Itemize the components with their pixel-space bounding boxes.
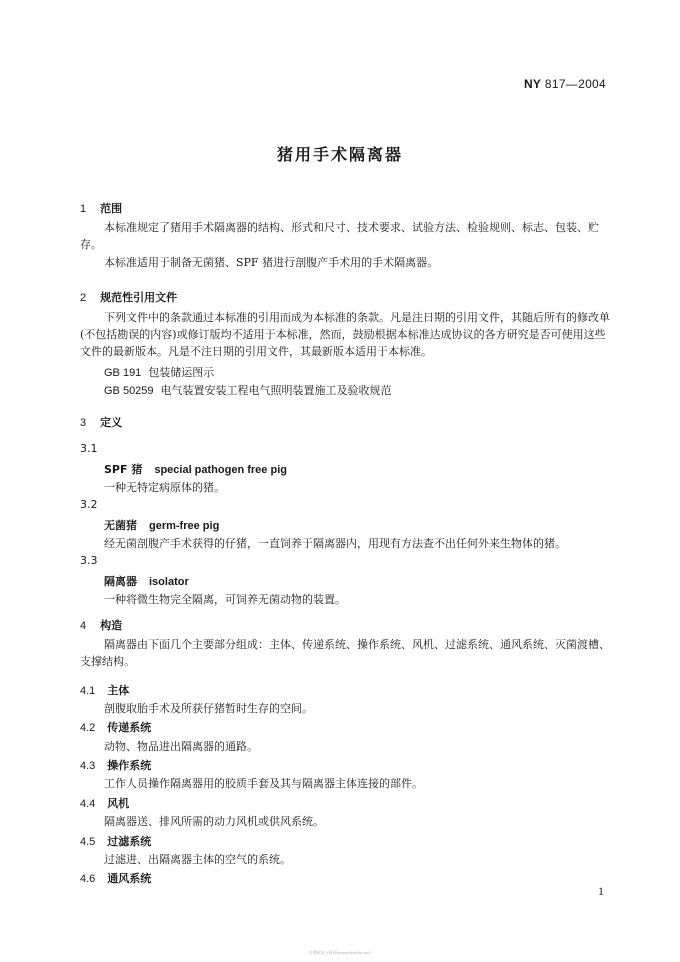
subsection-number: 4.5 <box>80 836 96 848</box>
subsection-title: 通风系统 <box>107 872 152 885</box>
definition-number: 3.1 <box>80 442 98 455</box>
subsection-number: 4.1 <box>80 685 96 697</box>
section-1-heading <box>80 200 122 216</box>
term-zh: 隔离器 <box>104 575 137 588</box>
subsection-title: 操作系统 <box>107 759 152 772</box>
footer-watermark: 免费标准下载网(www.freebz.net) <box>308 950 372 955</box>
standard-number: 817—2004 <box>544 77 606 91</box>
reference-title: 电气装置安装工程电气照明装置施工及验收规范 <box>160 384 392 397</box>
term-en: germ-free pig <box>149 520 220 532</box>
definition-term <box>104 517 219 533</box>
section-4-para-1: 隔离器由下面几个主要部分组成：主体、传递系统、操作系统、风机、过滤系统、通风系统、灭菌渡槽、支撑结构。 <box>80 638 610 668</box>
subsection-number: 4.6 <box>80 873 96 885</box>
subsection-heading <box>80 833 151 849</box>
reference-code: GB 50259 <box>104 385 154 397</box>
term-zh: SPF 猪 <box>104 463 143 476</box>
section-1-para-2: 本标准适用于制备无菌猪、SPF 猪进行剖腹产手术用的手术隔离器。 <box>104 256 439 269</box>
definition-number: 3.2 <box>80 498 98 511</box>
section-4-heading <box>80 617 122 633</box>
definition-term <box>104 573 189 589</box>
reference-title: 包装储运图示 <box>148 366 215 379</box>
subsection-number: 4.3 <box>80 760 96 772</box>
subsection-text: 过滤进、出隔离器主体的空气的系统。 <box>104 853 291 866</box>
term-en: isolator <box>149 576 189 588</box>
section-title: 规范性引用文件 <box>100 291 178 304</box>
reference-item <box>104 364 214 380</box>
definition-term <box>104 461 287 477</box>
subsection-title: 传递系统 <box>107 721 152 734</box>
section-number: 4 <box>80 620 87 632</box>
subsection-title: 风机 <box>107 797 130 810</box>
reference-item <box>104 382 392 398</box>
section-number: 3 <box>80 417 87 429</box>
subsection-number: 4.4 <box>80 798 96 810</box>
term-zh: 无菌猪 <box>104 519 137 532</box>
subsection-title: 过滤系统 <box>107 835 152 848</box>
subsection-text: 工作人员操作隔离器用的胶质手套及其与隔离器主体连接的部件。 <box>104 777 423 790</box>
subsection-heading <box>80 757 151 773</box>
section-title: 范围 <box>100 202 123 215</box>
section-number: 2 <box>80 292 87 304</box>
subsection-heading <box>80 795 129 811</box>
section-title: 构造 <box>100 619 123 632</box>
subsection-text: 剖腹取胎手术及所获仔猪暂时生存的空间。 <box>104 702 313 715</box>
definition-text: 一种将微生物完全隔离，可饲养无菌动物的装置。 <box>104 593 346 606</box>
section-3-heading <box>80 414 122 430</box>
section-title: 定义 <box>100 416 123 429</box>
term-en: special pathogen free pig <box>154 464 287 476</box>
standard-code <box>524 77 606 91</box>
section-2-para-1: 下列文件中的条款通过本标准的引用而成为本标准的条款。凡是注日期的引用文件，其随后所有的修改单(不包括勘误的内容)或修订版均不适用于本标准，然而，鼓励根据本标准达成协议的各方研究是否可使用这些文件的最新版本。凡是不注日期的引用文件，其最新版本适用于本标准。 <box>80 311 610 358</box>
subsection-title: 主体 <box>107 684 130 697</box>
document-title: 猪用手术隔离器 <box>276 145 403 164</box>
reference-code: GB 191 <box>104 367 142 379</box>
section-2-heading <box>80 289 177 305</box>
section-number: 1 <box>80 203 87 215</box>
subsection-heading <box>80 719 151 735</box>
subsection-heading <box>80 870 151 886</box>
standard-prefix: NY <box>523 77 542 91</box>
definition-number: 3.3 <box>80 554 98 567</box>
subsection-text: 动物、物品进出隔离器的通路。 <box>104 740 258 753</box>
page-number: 1 <box>598 884 604 898</box>
section-1-para-1: 本标准规定了猪用手术隔离器的结构、形式和尺寸、技术要求、试验方法、检验规则、标志、包装、贮存。 <box>80 221 599 251</box>
definition-text: 经无菌剖腹产手术获得的仔猪，一直饲养于隔离器内，用现有方法查不出任何外来生物体的猪。 <box>104 537 566 550</box>
subsection-text: 隔离器送、排风所需的动力风机或供风系统。 <box>104 815 324 828</box>
subsection-heading <box>80 682 129 698</box>
definition-text: 一种无特定病原体的猪。 <box>104 481 225 494</box>
subsection-number: 4.2 <box>80 722 96 734</box>
